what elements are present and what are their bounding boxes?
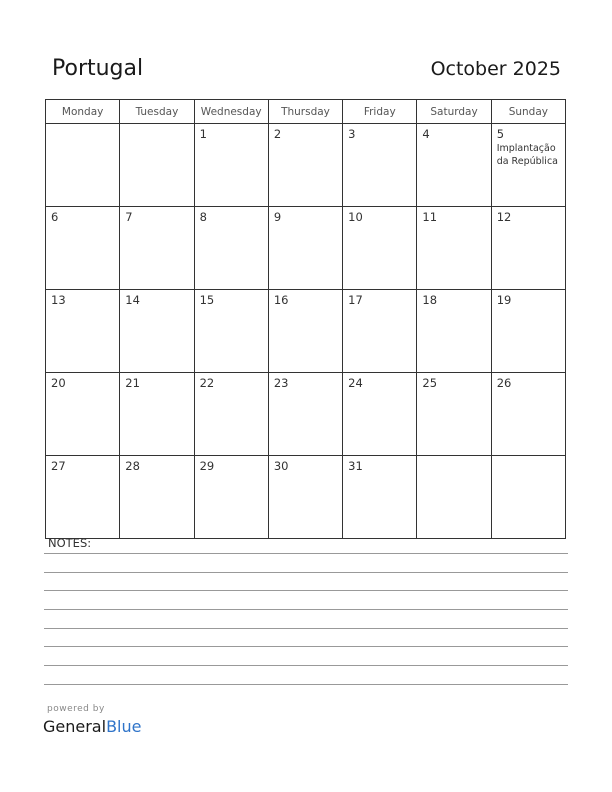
brand-blue-text: Blue xyxy=(106,717,142,736)
day-number: 29 xyxy=(199,459,215,473)
day-cell xyxy=(417,373,491,456)
day-cell xyxy=(268,124,342,207)
day-number: 4 xyxy=(422,127,430,141)
day-number: 22 xyxy=(199,376,215,390)
country-title: Portugal xyxy=(52,56,144,81)
day-cell xyxy=(194,456,268,539)
day-number: 19 xyxy=(496,293,512,307)
calendar-grid xyxy=(45,99,566,539)
weekday-header: Friday xyxy=(343,100,417,124)
day-cell xyxy=(120,290,194,373)
day-number: 9 xyxy=(273,210,282,224)
day-cell xyxy=(268,456,342,539)
notes-line xyxy=(44,609,568,610)
day-cell xyxy=(343,456,417,539)
generalblue-logo xyxy=(43,717,141,736)
day-cell xyxy=(491,373,565,456)
weekday-header: Wednesday xyxy=(194,100,268,124)
day-number: 26 xyxy=(496,376,512,390)
notes-line xyxy=(44,684,568,685)
day-cell xyxy=(120,124,194,207)
day-number: 15 xyxy=(199,293,215,307)
day-cell xyxy=(46,373,120,456)
notes-line xyxy=(44,572,568,573)
day-cell xyxy=(491,290,565,373)
day-cell xyxy=(417,290,491,373)
day-number: 25 xyxy=(422,376,438,390)
month-title: October 2025 xyxy=(430,58,561,80)
weekday-header-row xyxy=(46,100,566,124)
weekday-header: Tuesday xyxy=(120,100,194,124)
day-cell xyxy=(46,456,120,539)
weekday-header: Thursday xyxy=(268,100,342,124)
day-number: 6 xyxy=(51,210,59,224)
notes-line xyxy=(44,590,568,591)
day-cell xyxy=(46,290,120,373)
day-number: 18 xyxy=(422,293,438,307)
week-row xyxy=(46,456,566,539)
week-row xyxy=(46,290,566,373)
day-number: 1 xyxy=(199,127,207,141)
day-number: 31 xyxy=(348,459,363,473)
day-cell xyxy=(46,124,120,207)
day-cell xyxy=(46,207,120,290)
day-cell xyxy=(343,373,417,456)
day-cell xyxy=(491,124,565,207)
notes-line xyxy=(44,628,568,629)
day-number: 21 xyxy=(125,376,140,390)
day-cell xyxy=(343,207,417,290)
day-cell xyxy=(194,207,268,290)
day-number: 3 xyxy=(348,127,356,141)
day-number: 30 xyxy=(273,459,289,473)
day-number: 16 xyxy=(273,293,289,307)
day-cell xyxy=(417,456,491,539)
day-number: 28 xyxy=(125,459,140,473)
day-cell xyxy=(194,124,268,207)
notes-line xyxy=(44,553,568,554)
day-number: 7 xyxy=(125,210,133,224)
day-cell xyxy=(268,207,342,290)
day-cell xyxy=(194,290,268,373)
day-cell xyxy=(120,373,194,456)
week-row xyxy=(46,124,566,207)
day-number: 5 xyxy=(496,127,505,141)
day-cell xyxy=(194,373,268,456)
day-number: 11 xyxy=(422,210,438,224)
day-number: 27 xyxy=(51,459,66,473)
weekday-header: Sunday xyxy=(491,100,565,124)
powered-by-label: powered by xyxy=(47,704,105,714)
day-cell xyxy=(343,290,417,373)
weekday-header: Monday xyxy=(46,100,120,124)
day-number: 10 xyxy=(348,210,363,224)
notes-line xyxy=(44,646,568,647)
week-row xyxy=(46,207,566,290)
week-row xyxy=(46,373,566,456)
day-number: 2 xyxy=(273,127,282,141)
day-cell xyxy=(417,124,491,207)
day-number: 20 xyxy=(51,376,66,390)
day-cell xyxy=(268,373,342,456)
day-number: 23 xyxy=(273,376,289,390)
day-number: 17 xyxy=(348,293,363,307)
day-number: 12 xyxy=(496,210,512,224)
weekday-header: Saturday xyxy=(417,100,491,124)
day-cell xyxy=(491,456,565,539)
day-number: 14 xyxy=(125,293,140,307)
day-cell xyxy=(268,290,342,373)
day-number: 8 xyxy=(199,210,207,224)
day-cell xyxy=(417,207,491,290)
day-cell xyxy=(491,207,565,290)
day-cell xyxy=(343,124,417,207)
day-cell xyxy=(120,456,194,539)
notes-label: NOTES: xyxy=(48,536,92,550)
day-number: 24 xyxy=(348,376,363,390)
notes-line xyxy=(44,665,568,666)
day-cell xyxy=(120,207,194,290)
brand-general-text: General xyxy=(43,717,107,736)
holiday-label: Implantação da República xyxy=(496,143,558,167)
day-number: 13 xyxy=(51,293,66,307)
